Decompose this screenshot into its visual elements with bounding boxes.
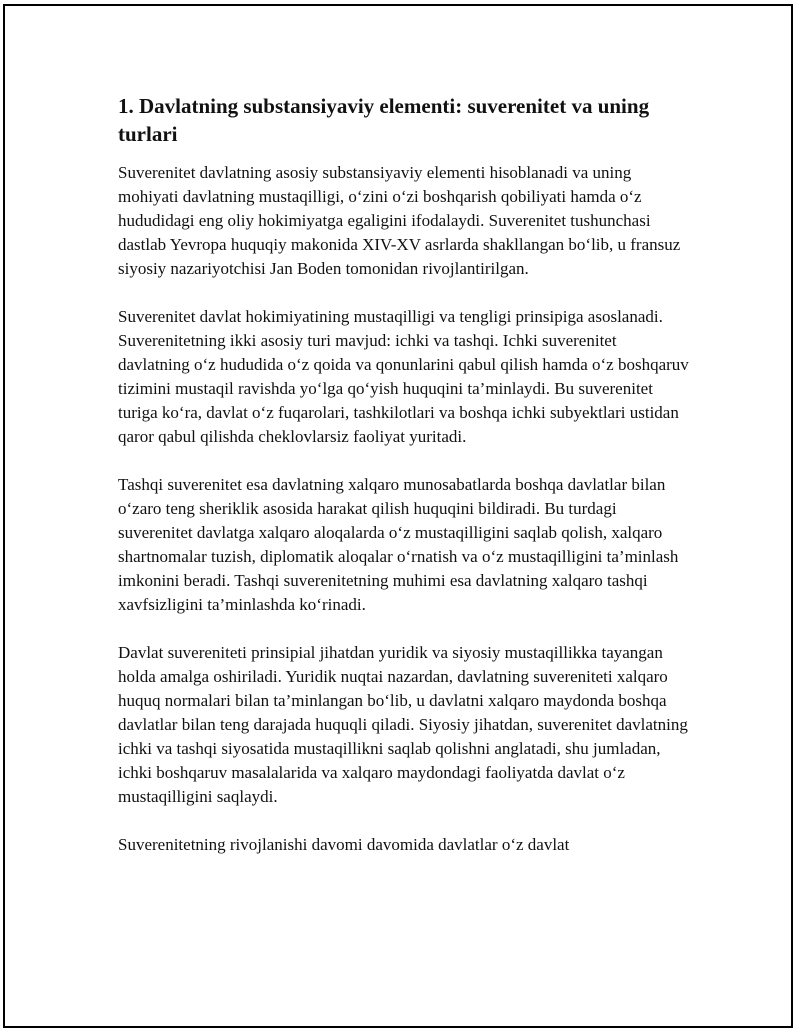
paragraph-1: Suverenitet davlatning asosiy substansiyaviy elementi hisoblanadi va uning mohiyati davlatning mustaqilligi, o‘zini o‘zi boshqarish qobiliyati hamda o‘z hududidagi eng oliy hokimiyatga egaligini ifodalaydi. Suverenitet tushunchasi dastlab Yevropa huquqiy makonida XIV-XV asrlarda shakllangan bo‘lib, u fransuz siyosiy nazariyotchisi Jan Boden tomonidan rivojlantirilgan. [118,163,681,278]
paragraph-5: Suverenitetning rivojlanishi davomi davomida davlatlar o‘z davlat [118,835,570,854]
paragraph-4: Davlat suvereniteti prinsipial jihatdan yuridik va siyosiy mustaqillikka tayangan holda amalga oshiriladi. Yuridik nuqtai nazardan, davlatning suvereniteti xalqaro huquq normalari bilan ta’minlangan bo‘lib, u davlatni xalqaro maydonda boshqa davlatlar bilan teng darajada huquqli qiladi. Siyosiy jihatdan, suverenitet davlatning ichki va tashqi siyosatida mustaqillikni saqlab qolishni anglatadi, shu jumladan, ichki boshqaruv masalalarida va xalqaro maydondagi faoliyatda davlat o‘z mustaqilligini saqlaydi. [118,643,688,806]
document-body [118,92,690,881]
section-heading: 1. Davlatning substansiyaviy elementi: suverenitet va uning turlari [118,94,650,146]
paragraph-2: Suverenitet davlat hokimiyatining mustaqilligi va tengligi prinsipiga asoslanadi. Suverenitetning ikki asosiy turi mavjud: ichki va tashqi. Ichki suverenitet davlatning o‘z hududida o‘z qoida va qonunlarini qabul qilish hamda o‘z boshqaruv tizimini mustaqil ravishda yo‘lga qo‘yish huquqini ta’minlaydi. Bu suverenitet turiga ko‘ra, davlat o‘z fuqarolari, tashkilotlari va boshqa ichki subyektlari ustidan qaror qabul qilishda cheklovlarsiz faoliyat yuritadi. [118,307,689,446]
paragraph-3: Tashqi suverenitet esa davlatning xalqaro munosabatlarda boshqa davlatlar bilan o‘zaro teng sheriklik asosida harakat qilish huquqini bildiradi. Bu turdagi suverenitet davlatga xalqaro aloqalarda o‘z mustaqilligini saqlab qolish, xalqaro shartnomalar tuzish, diplomatik aloqalar o‘rnatish va o‘z mustaqilligini ta’minlash imkonini beradi. Tashqi suverenitetning muhimi esa davlatning xalqaro tashqi xavfsizligini ta’minlashda ko‘rinadi. [118,475,679,614]
